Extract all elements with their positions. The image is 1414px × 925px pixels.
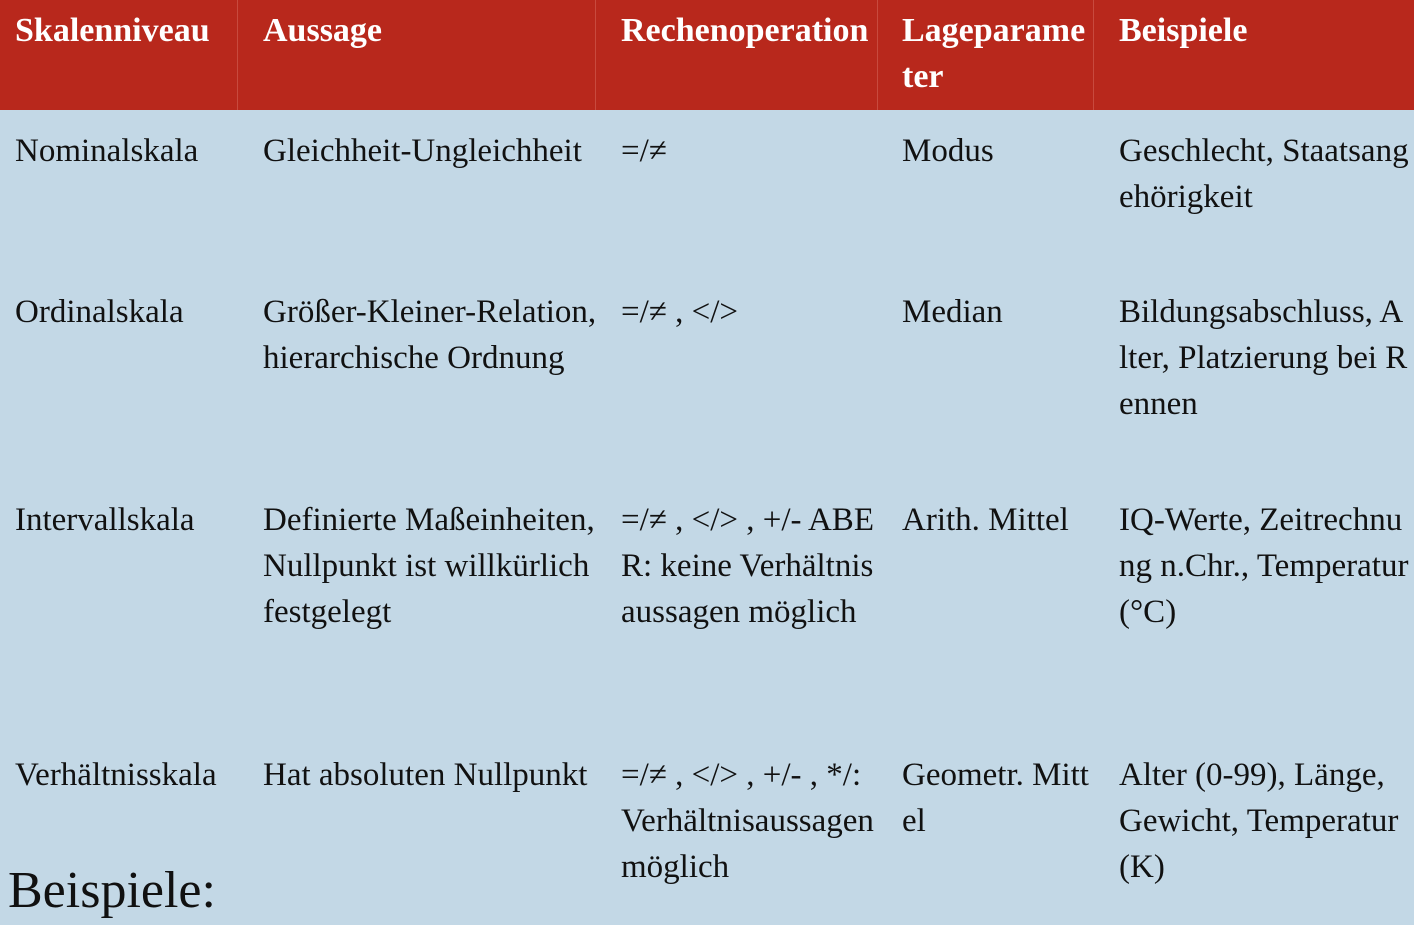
cell-aussage: Gleichheit-Ungleichheit [263,133,582,169]
cell-rechenoperation: =/≠ , </> , +/- , */: Verhältnisaussagen möglich [621,757,874,885]
header-skalenniveau: Skalenniveau [0,0,238,110]
header-lageparameter: Lageparameter [878,0,1094,110]
cell-skala: Nominalskala [15,133,199,169]
header-beispiele: Beispiele [1119,12,1248,49]
cell-aussage: Hat absoluten Nullpunkt [263,757,588,793]
header-aussage: Aussage [238,0,596,110]
cell-lageparameter: Modus [902,133,994,169]
cell-beispiele: IQ-Werte, Zeitrechnung n.Chr., Temperatur (°C) [1119,502,1409,630]
beispiele-heading: Beispiele: [8,862,216,919]
table-row-ordinal [0,277,1414,482]
cell-beispiele: Alter (0-99), Länge, Gewicht, Temperatur (K) [1119,757,1399,885]
cell-lageparameter: Median [902,294,1003,330]
table-header-row [0,0,1414,110]
cell-skala: Verhältnisskala [15,757,217,793]
header-rechenoperation: Rechenoperation [596,0,878,110]
cell-skala: Intervallskala [15,502,195,538]
cell-beispiele: Bildungsabschluss, Alter, Platzierung bei Rennen [1119,294,1408,422]
cell-rechenoperation: =/≠ , </> , +/- ABER: keine Verhältnisaussagen möglich [621,502,874,630]
cell-beispiele: Geschlecht, Staatsangehörigkeit [1119,133,1409,215]
cell-aussage: Definierte Maßeinheiten, Nullpunkt ist willkürlich festgelegt [263,502,595,630]
cell-lageparameter: Geometr. Mittel [902,757,1089,839]
cell-rechenoperation: =/≠ , </> [621,294,739,330]
cell-rechenoperation: =/≠ [621,133,667,169]
table-row-interval [0,485,1414,735]
cell-skala: Ordinalskala [15,294,184,330]
cell-lageparameter: Arith. Mittel [902,502,1069,538]
table-row-nominal [0,116,1414,276]
cell-aussage: Größer-Kleiner-Relation, hierarchische Ordnung [263,294,597,376]
